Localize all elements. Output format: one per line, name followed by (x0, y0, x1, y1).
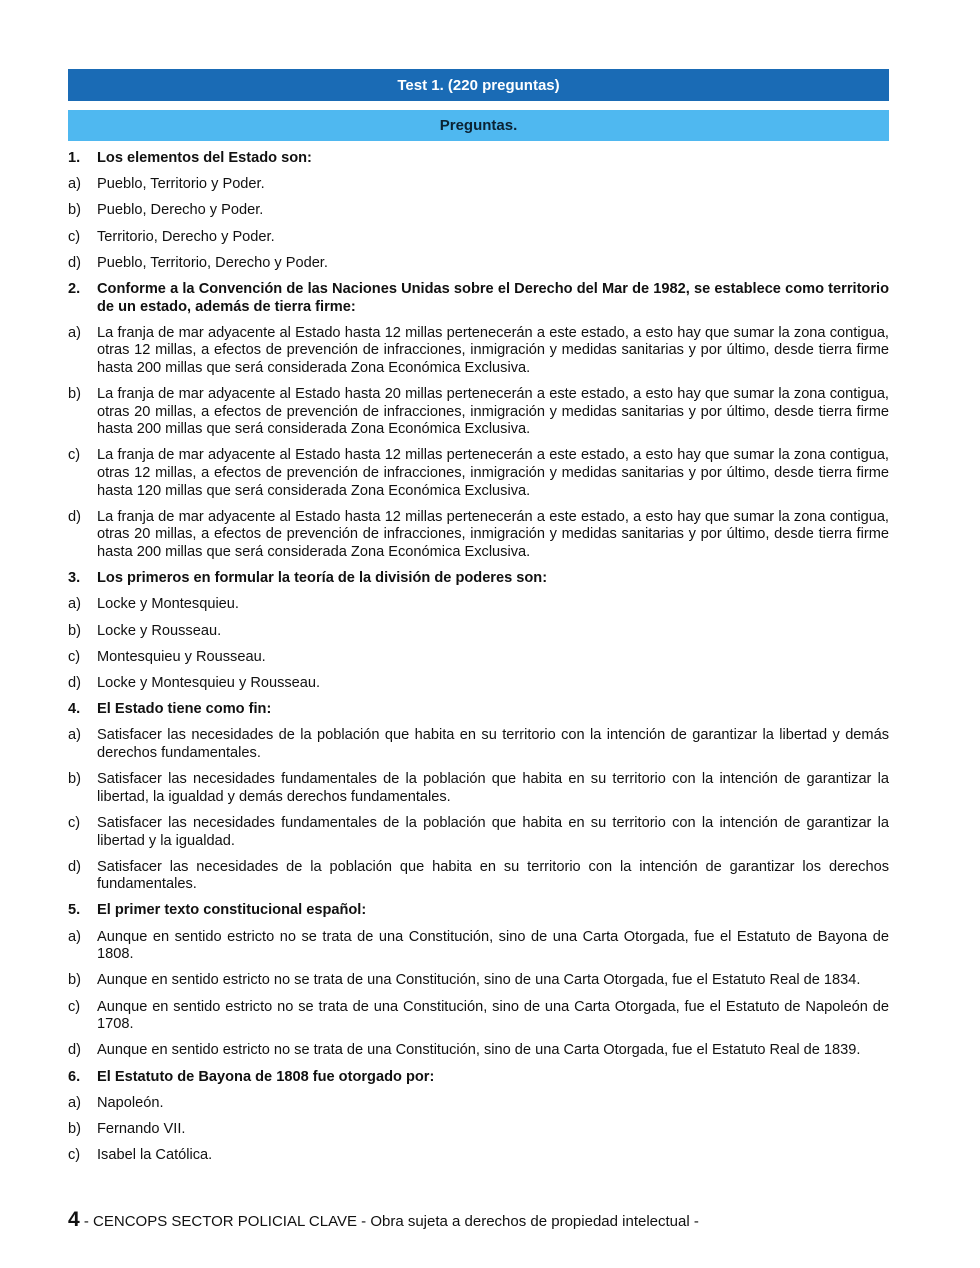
item-text: Isabel la Católica. (97, 1147, 213, 1164)
answer-option (68, 1042, 889, 1060)
answer-option (68, 325, 889, 378)
section-title-banner (68, 110, 889, 141)
item-label: a) (68, 596, 81, 613)
item-text: Pueblo, Derecho y Poder. (97, 202, 264, 219)
item-label: c) (68, 998, 81, 1015)
item-label: b) (68, 622, 81, 639)
item-label: d) (68, 674, 81, 691)
item-label: a) (68, 176, 81, 193)
answer-option (68, 929, 889, 964)
item-label: 6. (68, 1068, 81, 1085)
item-text: Satisfacer las necesidades de la población que habita en su territorio con la intención de garantizar la libertad y demás derechos fundamentales. (97, 727, 889, 761)
item-text: Locke y Montesquieu y Rousseau. (97, 674, 321, 691)
answer-option (68, 509, 889, 562)
item-label: a) (68, 928, 81, 945)
item-text: Pueblo, Territorio, Derecho y Poder. (97, 254, 328, 271)
item-label: 2. (68, 280, 81, 297)
item-label: c) (68, 447, 81, 464)
item-label: a) (68, 727, 81, 744)
item-text: El Estatuto de Bayona de 1808 fue otorgado por: (97, 1068, 435, 1085)
item-label: d) (68, 254, 81, 271)
item-text: Conforme a la Convención de las Naciones Unidas sobre el Derecho del Mar de 1982, se establece como territorio de un estado, además de tierra firme: (97, 280, 889, 315)
answer-option (68, 623, 889, 641)
item-text: Aunque en sentido estricto no se trata de una Constitución, sino de una Carta Otorgada, fue el Estatuto de Napoleón de 1708. (97, 998, 889, 1033)
answer-option (68, 1095, 889, 1113)
item-label: d) (68, 508, 81, 525)
item-text: Montesquieu y Rousseau. (97, 648, 266, 665)
answer-option (68, 859, 889, 894)
item-text: La franja de mar adyacente al Estado hasta 12 millas pertenecerán a este estado, a esto hay que sumar la zona contigua, otras 20 millas, a efectos de prevención de infracciones, inmigración y medidas sanitarias y por último, desde tierra firme hasta 200 millas que será considerada Zona Económica Exclusiva. (97, 508, 889, 561)
item-label: 5. (68, 902, 81, 919)
item-text: Satisfacer las necesidades fundamentales de la población que habita en su territorio con la intención de garantizar la libertad y la igualdad. (97, 814, 889, 849)
question-item (68, 902, 889, 920)
item-text: La franja de mar adyacente al Estado hasta 20 millas pertenecerán a este estado, a esto hay que sumar la zona contigua, otras 20 millas, a efectos de prevención de infracciones, inmigración y medidas sanitarias y por último, desde tierra firme hasta 200 millas que será considerada Zona Económica Exclusiva. (97, 386, 889, 438)
item-label: 3. (68, 570, 81, 587)
answer-option (68, 815, 889, 850)
item-text: Locke y Rousseau. (97, 622, 222, 639)
item-text: Los primeros en formular la teoría de la división de poderes son: (97, 570, 548, 587)
answer-option (68, 447, 889, 500)
answer-option (68, 972, 889, 990)
answer-option (68, 596, 889, 614)
item-label: 1. (68, 150, 81, 166)
answer-option (68, 202, 889, 220)
item-text: El Estado tiene como fin: (97, 701, 272, 718)
item-text: Aunque en sentido estricto no se trata de una Constitución, sino de una Carta Otorgada, fue el Estatuto Real de 1839. (97, 1042, 861, 1059)
item-text: Los elementos del Estado son: (97, 150, 312, 166)
question-item (68, 150, 889, 168)
test-title: Test 1. (220 preguntas) (397, 76, 560, 94)
answer-option (68, 771, 889, 806)
item-text: Fernando VII. (97, 1120, 186, 1137)
item-label: b) (68, 1120, 81, 1137)
item-label: a) (68, 1094, 81, 1111)
answer-option (68, 176, 889, 194)
test-title-banner (68, 69, 889, 101)
answer-option (68, 675, 889, 693)
item-text: Aunque en sentido estricto no se trata de una Constitución, sino de una Carta Otorgada, fue el Estatuto de Bayona de 1808. (97, 928, 889, 963)
answer-option (68, 386, 889, 439)
question-item (68, 701, 889, 719)
item-text: La franja de mar adyacente al Estado hasta 12 millas pertenecerán a este estado, a esto hay que sumar la zona contigua, otras 12 millas, a efectos de prevención de infracciones, inmigración y medidas sanitarias y por último, desde tierra firme hasta 120 millas que será considerada Zona Económica Exclusiva. (97, 447, 889, 499)
item-label: c) (68, 814, 81, 831)
question-list (68, 150, 889, 1173)
item-label: 4. (68, 701, 81, 718)
question-item (68, 281, 889, 316)
item-text: Satisfacer las necesidades de la población que habita en su territorio con la intención de garantizar los derechos fundamentales. (97, 858, 889, 893)
section-title: Preguntas. (439, 117, 518, 134)
item-text: Aunque en sentido estricto no se trata de una Constitución, sino de una Carta Otorgada, fue el Estatuto Real de 1834. (97, 972, 861, 989)
question-item (68, 1069, 889, 1087)
item-text: La franja de mar adyacente al Estado hasta 12 millas pertenecerán a este estado, a esto hay que sumar la zona contigua, otras 12 millas, a efectos de prevención de infracciones, inmigración y medidas sanitarias y por último, desde tierra firme hasta 200 millas que será considerada Zona Económica Exclusiva. (97, 324, 889, 376)
item-label: d) (68, 858, 81, 875)
item-label: d) (68, 1042, 81, 1059)
answer-option (68, 727, 889, 762)
answer-option (68, 229, 889, 247)
item-label: b) (68, 972, 81, 989)
item-text: Satisfacer las necesidades fundamentales de la población que habita en su territorio con la intención de garantizar la libertad, la igualdad y demás derechos fundamentales. (97, 771, 889, 805)
page-number: 4 (68, 1208, 80, 1231)
answer-option (68, 999, 889, 1034)
page-footer (68, 1208, 699, 1232)
footer-text: - CENCOPS SECTOR POLICIAL CLAVE - Obra sujeta a derechos de propiedad intelectual - (79, 1213, 699, 1230)
item-label: c) (68, 648, 81, 665)
item-label: b) (68, 386, 81, 403)
item-text: Locke y Montesquieu. (97, 596, 239, 613)
item-label: a) (68, 324, 81, 341)
item-text: El primer texto constitucional español: (97, 902, 367, 919)
item-text: Pueblo, Territorio y Poder. (97, 176, 265, 193)
question-item (68, 570, 889, 588)
item-label: c) (68, 228, 81, 245)
item-label: c) (68, 1147, 81, 1164)
answer-option (68, 649, 889, 667)
item-text: Territorio, Derecho y Poder. (97, 228, 275, 245)
item-label: b) (68, 202, 81, 219)
answer-option (68, 1147, 889, 1165)
item-label: b) (68, 771, 81, 788)
answer-option (68, 1121, 889, 1139)
answer-option (68, 255, 889, 273)
item-text: Napoleón. (97, 1094, 164, 1111)
